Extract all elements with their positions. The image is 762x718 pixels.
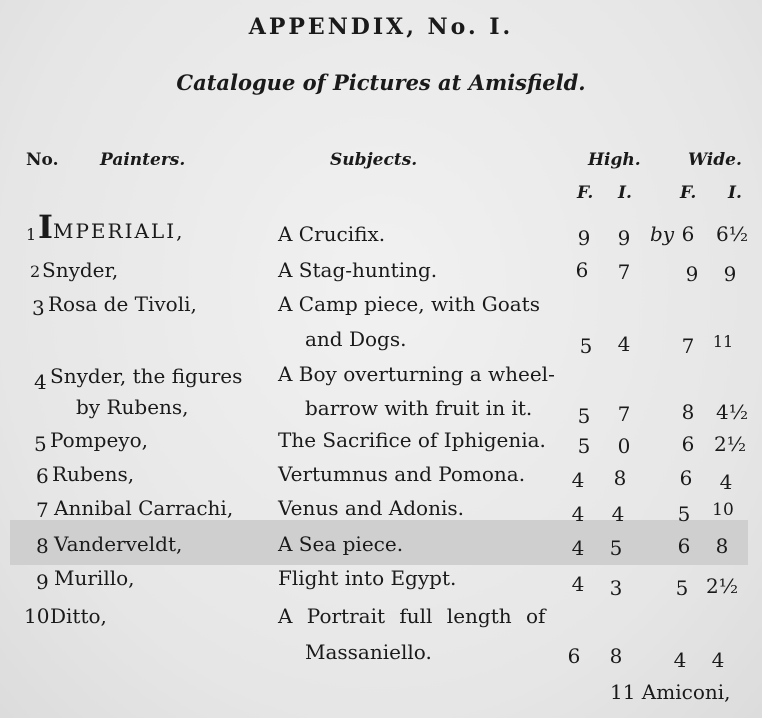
subject-text: A Crucifix.: [278, 222, 386, 246]
subject-text: A Camp piece, with Goats: [278, 292, 540, 316]
header-wide-inches: I.: [728, 183, 742, 203]
by-word: by: [650, 222, 675, 246]
header-no: No.: [26, 150, 59, 170]
row-number: 7: [36, 498, 49, 522]
height-feet: 4: [571, 536, 585, 560]
height-feet: 4: [571, 502, 585, 526]
width-inches: 4: [719, 470, 733, 494]
painter-name: Rubens,: [52, 462, 135, 486]
subject-text-continued: barrow with fruit in it.: [305, 396, 533, 420]
width-feet: 6: [677, 534, 691, 558]
header-subjects: Subjects.: [330, 150, 418, 170]
painter-name: Rosa de Tivoli,: [48, 292, 197, 316]
subject-text: A Stag-hunting.: [278, 258, 438, 282]
page-subtitle: Catalogue of Pictures at Amisfield.: [176, 70, 586, 95]
row-number: 5: [34, 432, 47, 456]
height-feet: 5: [577, 434, 591, 458]
subject-text-continued: Massaniello.: [305, 640, 432, 664]
height-inches: 9: [617, 226, 631, 250]
width-inches: 4½: [716, 400, 749, 424]
width-inches: 9: [723, 262, 737, 286]
painter-name: Snyder, the figures: [50, 364, 243, 388]
width-feet: 9: [685, 262, 699, 286]
row-number: 2: [30, 262, 41, 281]
header-wide-feet: F.: [680, 183, 697, 203]
painter-name: IMPERIALI,: [38, 208, 185, 246]
catchword: 11 Amiconi,: [610, 680, 731, 704]
height-inches: 0: [617, 434, 631, 458]
width-inches: 11: [712, 332, 734, 351]
width-inches: 6½: [716, 222, 749, 246]
width-inches: 8: [715, 534, 729, 558]
height-feet: 4: [571, 468, 585, 492]
row-number: 3: [32, 296, 45, 320]
painter-name: Murillo,: [54, 566, 135, 590]
row-number: 1: [26, 225, 37, 244]
height-feet: 5: [579, 334, 593, 358]
painter-name: Snyder,: [42, 258, 119, 282]
width-inches: 2½: [714, 432, 747, 456]
width-inches: 10: [712, 500, 734, 520]
page-title: APPENDIX, No. I.: [248, 14, 514, 40]
painter-name-continued: by Rubens,: [76, 395, 189, 419]
width-inches: 4: [711, 648, 725, 672]
header-wide: Wide.: [688, 150, 742, 170]
height-feet: 6: [567, 644, 581, 668]
height-inches: 7: [617, 260, 631, 284]
row-number: 6: [36, 464, 49, 488]
height-inches: 4: [611, 502, 625, 526]
height-inches: 8: [613, 466, 627, 490]
width-feet: 8: [681, 400, 695, 424]
height-inches: 8: [609, 644, 623, 668]
width-feet: 6: [679, 466, 693, 490]
width-feet: 4: [673, 648, 687, 672]
subject-text-continued: and Dogs.: [305, 327, 407, 351]
width-inches: 2½: [706, 574, 739, 598]
row-number: 9: [36, 570, 49, 594]
painter-name: Vanderveldt,: [54, 532, 183, 556]
height-feet: 4: [571, 572, 585, 596]
width-feet: 5: [677, 502, 691, 526]
height-feet: 9: [577, 226, 591, 250]
header-high: High.: [588, 150, 641, 170]
header-high-feet: F.: [577, 183, 594, 203]
height-feet: 6: [575, 258, 589, 282]
subject-text: A Boy overturning a wheel-: [278, 362, 555, 386]
row-number: 10: [24, 604, 50, 628]
painter-name: Pompeyo,: [50, 428, 148, 452]
width-feet: 6: [681, 222, 695, 246]
subject-text: Vertumnus and Pomona.: [278, 462, 526, 486]
row-number: 8: [36, 534, 49, 558]
subject-text: Venus and Adonis.: [278, 496, 464, 520]
header-high-inches: I.: [618, 183, 632, 203]
width-feet: 5: [675, 576, 689, 600]
subject-text: Flight into Egypt.: [278, 566, 457, 590]
height-feet: 5: [577, 404, 591, 428]
width-feet: 7: [681, 334, 695, 358]
height-inches: 3: [609, 576, 623, 600]
row-number: 4: [34, 370, 47, 394]
height-inches: 7: [617, 402, 631, 426]
width-feet: 6: [681, 432, 695, 456]
painter-name: Ditto,: [50, 604, 107, 628]
subject-text: A Sea piece.: [278, 532, 404, 556]
subject-text: A Portrait full length of: [278, 604, 546, 628]
height-inches: 4: [617, 332, 631, 356]
height-inches: 5: [609, 536, 623, 560]
subject-text: The Sacrifice of Iphigenia.: [278, 428, 546, 452]
painter-name: Annibal Carrachi,: [54, 496, 234, 520]
header-painters: Painters.: [100, 150, 186, 170]
